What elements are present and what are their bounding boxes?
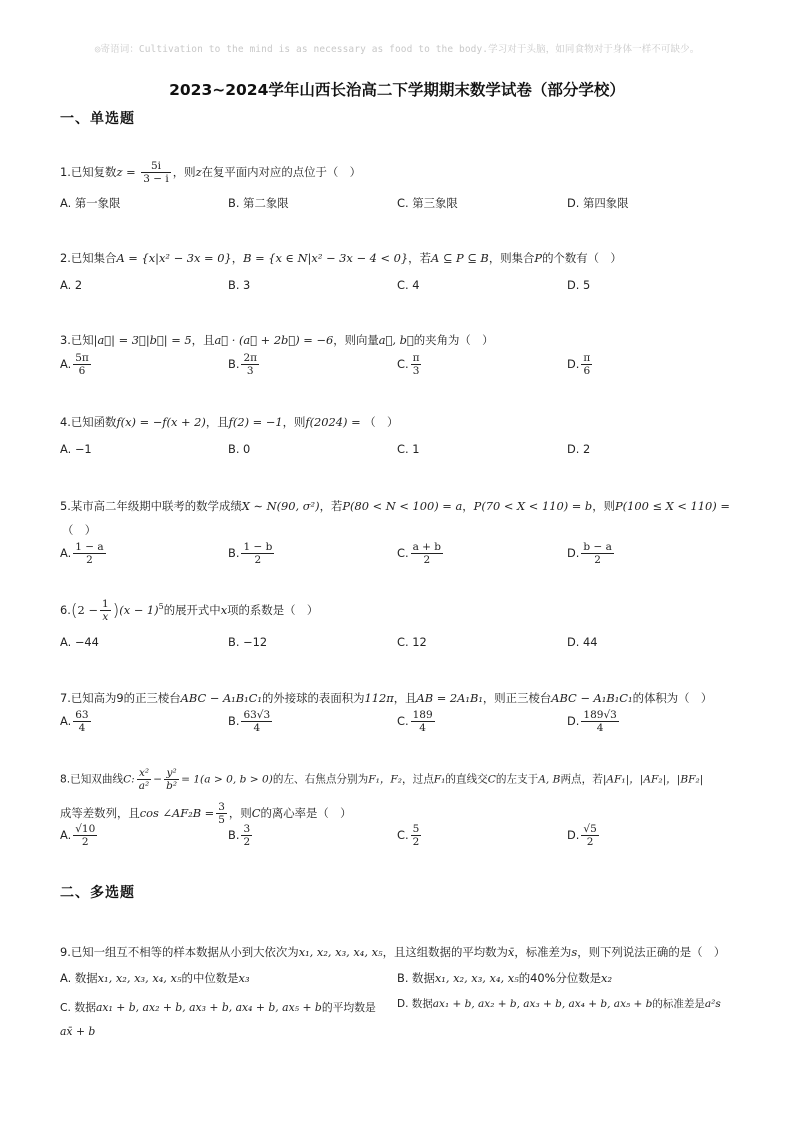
q8-option-c: C. $\frac{5}{2}$ [397,823,420,848]
q9-option-a: A. 数据x₁, x₂, x₃, x₄, x₅的中位数是x₃ [60,971,250,985]
section-single-choice: 一、单选题 [60,111,135,127]
q9-option-b: B. 数据x₁, x₂, x₃, x₄, x₅的40%分位数是x₂ [397,971,613,985]
q1-option-d: D. 第四象限 [567,196,629,210]
q1-fraction: $\frac{5i}{3 - i}$ [143,160,169,185]
q5-option-a: A. $\frac{1 - a}{2}$ [60,541,104,566]
q8-option-b: B. $\frac{3}{2}$ [228,823,251,848]
question-4: 4.已知函数f(x) = −f(x + 2)，且f(2) = −1，则f(2024) = （ ） [60,415,399,429]
q4-option-a: A. −1 [60,442,92,456]
q5-option-b: B. $\frac{1 - b}{2}$ [228,541,273,566]
question-1: 1.已知复数z = $\frac{5i}{3 - i}$ ，则z在复平面内对应的点位于（ ） [60,160,362,185]
q3-option-a: A. $\frac{5\pi}{6}$ [60,352,89,377]
q9-option-c: C. 数据ax₁ + b, ax₂ + b, ax₃ + b, ax₄ + b, ax₅ + b的平均数是ax̄ + b [60,1001,376,1038]
q2-option-b: B. 3 [228,278,251,292]
header-motto: ◎寄语词：Cultivation to the mind is as necessary as food to the body.学习对于头脑，如同食物对于身体一样不可缺少。 [94,44,700,55]
question-8-line-2: 成等差数列，且cos ∠AF₂B = $\frac{3}{5}$ ，则C的离心率是（ ） [60,801,352,826]
q6-option-c: C. 12 [397,635,427,649]
q2-option-c: C. 4 [397,278,420,292]
q6-option-d: D. 44 [567,635,598,649]
q3-option-b: B. $\frac{2\pi}{3}$ [228,352,258,377]
q4-option-b: B. 0 [228,442,251,456]
section-multiple-choice: 二、多选题 [60,885,135,901]
q2-option-d: D. 5 [567,278,591,292]
q6-option-a: A. −44 [60,635,99,649]
q6-option-b: B. −12 [228,635,268,649]
q7-option-d: D. $\frac{189√3}{4}$ [567,709,617,734]
q2-option-a: A. 2 [60,278,83,292]
q5-option-c: C. $\frac{a + b}{2}$ [397,541,442,566]
question-5-paren: （ ） [62,523,97,537]
q7-option-a: A. $\frac{63}{4}$ [60,709,89,734]
q8-option-d: D. $\frac{√5}{2}$ [567,823,597,848]
q3-option-c: C. $\frac{\pi}{3}$ [397,352,420,377]
page-title: 2023~2024学年山西长治高二下学期期末数学试卷（部分学校） [169,81,625,99]
question-5: 5.某市高二年级期中联考的数学成绩X ∼ N(90, σ²)，若P(80 < N < 100) = a，P(70 < X < 110) = b，则P(100 ≤ X < 110) = [60,499,730,513]
question-8: 8.已知双曲线C: $\frac{\text{x²}}{\text{a²}}$ − $\frac{\text{y²}}{\text{b²}}$ = 1(a > 0, b > 0)的左、右焦点分别为F₁，F₂，过点F₁的直线交C的左支于A, B两点，若|AF₁|，|AF₂|，|BF₂| [60,767,704,792]
q8-option-a: A. $\frac{√10}{2}$ [60,823,96,848]
question-9: 9.已知一组互不相等的样本数据从小到大依次为x₁, x₂, x₃, x₄, x₅，且这组数据的平均数为x̄，标准差为s，则下列说法正确的是（ ） [60,945,726,959]
q4-option-c: C. 1 [397,442,420,456]
q9-option-d: D. 数据ax₁ + b, ax₂ + b, ax₃ + b, ax₄ + b, ax₅ + b的标准差是a²s [397,998,721,1010]
q5-option-d: D. $\frac{b - a}{2}$ [567,541,612,566]
q4-option-d: D. 2 [567,442,591,456]
q7-option-b: B. $\frac{63√3}{4}$ [228,709,271,734]
q1-option-a: A. 第一象限 [60,196,121,210]
q1-option-b: B. 第二象限 [228,196,289,210]
q1-option-c: C. 第三象限 [397,196,458,210]
question-7: 7.已知高为9的正三棱台ABC − A₁B₁C₁的外接球的表面积为112π，且AB = 2A₁B₁，则正三棱台ABC − A₁B₁C₁的体积为（ ） [60,691,713,705]
question-6: 6.(2 − $\frac{1}{x}$ )$(x - 1)^5$的展开式中x项的系数是（ ） [60,598,319,623]
q7-option-c: C. $\frac{189}{4}$ [397,709,433,734]
question-3: 3.已知|a⃗| = 3，|b⃗| = 5，且a⃗ · (a⃗ + 2b⃗) = −6，则向量a⃗, b⃗的夹角为（ ） [60,333,494,347]
q3-option-d: D. $\frac{\pi}{6}$ [567,352,591,377]
question-2: 2.已知集合A = {x|x² − 3x = 0}，B = {x ∈ N|x² − 3x − 4 < 0}，若A ⊆ P ⊆ B，则集合P的个数有（ ） [60,251,622,265]
